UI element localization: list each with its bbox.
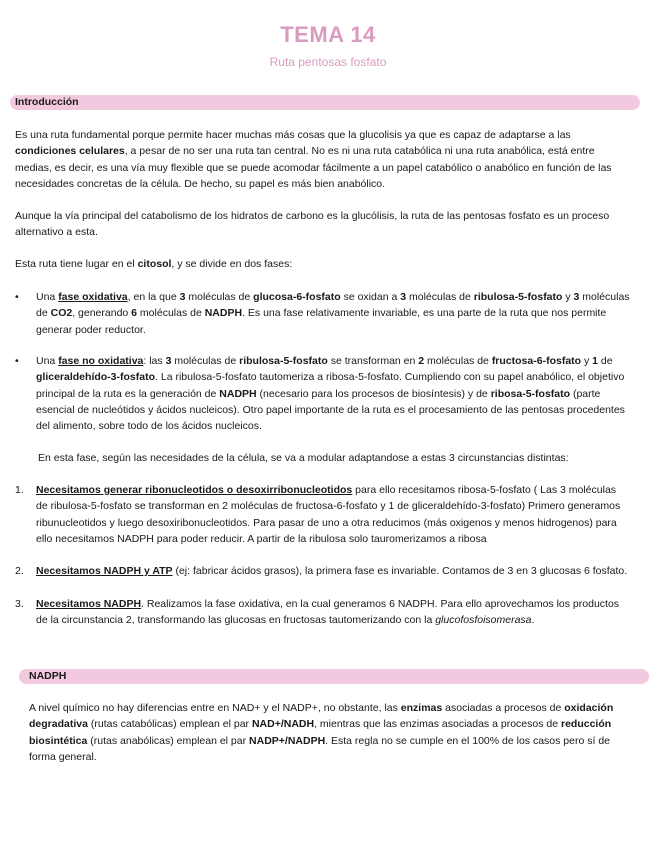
bold-term: glucosa-6-fosfato xyxy=(253,291,341,303)
bold-term: NADP+/NADPH xyxy=(249,734,326,747)
text-run: (rutas catabólicas) emplean el par xyxy=(87,718,252,731)
underlined-term: Necesitamos NADPH y ATP xyxy=(36,565,173,577)
text-run: asociadas a procesos de xyxy=(442,702,565,714)
text-run: Esta ruta tiene lugar en el xyxy=(15,258,138,270)
bold-term: 3 xyxy=(573,291,580,303)
bold-term: NADPH xyxy=(219,387,257,400)
section-band-introduccion xyxy=(10,95,640,110)
text-run: moléculas de xyxy=(424,355,492,367)
bullet-marker: • xyxy=(15,355,19,367)
list-number: 3. xyxy=(15,598,24,610)
text-run: y xyxy=(581,355,593,367)
text-run: , a pesar de no ser una ruta tan central. No es ni una ruta catabólica ni una ruta anabólica, está entre medias, es decir, es una vía muy flexible que se puede acomodar fácilmente a un papel catabólico o anabólico en función de las necesidades concretas de la célula. De hecho, su papel es más bien anabólico. xyxy=(15,145,612,190)
text-run: Una xyxy=(36,355,59,367)
text-run: (necesario para los procesos de biosíntesis) y de xyxy=(256,387,491,400)
intro-paragraph-1 xyxy=(15,127,630,192)
text-run: (ej: fabricar ácidos grasos), la primera fase es invariable. Contamos de 3 en 3 glucosas 6 fosfato. xyxy=(172,565,628,577)
text-run: se transforman en xyxy=(327,355,419,367)
text-run: , y se divide en dos fases: xyxy=(171,258,293,270)
text-run: (parte esencial de nucleótidos y ácidos nucleicos). Otro papel importante de la ruta es el procesamiento de las pentosas procedentes del alimento, sobre todo de los ácidos nucleicos. xyxy=(36,387,625,433)
text-run: , en la que xyxy=(127,291,180,303)
text-run: . Es una fase relativamente invariable, es una parte de la ruta que nos permite generar poder reductor. xyxy=(36,307,607,336)
text-run: y xyxy=(562,291,574,303)
underlined-term: fase oxidativa xyxy=(58,291,128,303)
italic-term: glucofosfoisomerasa xyxy=(435,614,532,627)
bold-term: oxidación degradativa xyxy=(29,702,614,731)
list-number: 1. xyxy=(15,484,24,496)
list-item-1 xyxy=(36,482,628,547)
text-run: . Esta regla no se cumple en el 100% de los casos pero sí de forma general. xyxy=(29,734,611,763)
text-run: (rutas anabólicas) emplean el par xyxy=(87,734,250,747)
text-run: moléculas de xyxy=(185,291,254,303)
section-heading-nadph: NADPH xyxy=(29,670,67,682)
text-run: . xyxy=(531,614,535,627)
bold-term: reducción biosintética xyxy=(29,718,612,747)
text-run: moléculas de xyxy=(137,307,205,320)
page-subtitle: Ruta pentosas fosfato xyxy=(269,55,387,69)
bold-term: fructosa-6-fosfato xyxy=(491,355,582,367)
section-heading-introduccion: Introducción xyxy=(15,96,79,108)
bold-term: ribosa-5-fosfato xyxy=(490,387,571,400)
text-run: moléculas de xyxy=(171,355,240,367)
section-band-nadph xyxy=(19,669,649,684)
bullet-fase-no-oxidativa xyxy=(36,353,632,434)
underlined-term: fase no oxidativa xyxy=(58,355,144,367)
text-run: , generando xyxy=(72,307,132,320)
text-run: Una xyxy=(36,291,59,303)
bold-term: ribulosa-5-fosfato xyxy=(239,355,328,367)
bold-term: NAD+/NADH xyxy=(251,718,315,731)
bold-term: 3 xyxy=(400,291,407,303)
bold-term: gliceraldehído-3-fosfato xyxy=(36,371,156,384)
underlined-term: Necesitamos generar ribonucleotidos o desoxirribonucleotidos xyxy=(36,484,353,496)
text-run: de xyxy=(598,355,613,367)
text-run: , mientras que las enzimas asociadas a procesos de xyxy=(314,718,561,731)
bold-term: 3 xyxy=(165,355,172,367)
bold-term: enzimas xyxy=(400,702,443,714)
page-title: TEMA 14 xyxy=(280,22,376,47)
underlined-term: Necesitamos NADPH xyxy=(36,598,142,610)
list-number: 2. xyxy=(15,565,24,577)
intro-paragraph-3 xyxy=(15,256,630,272)
bold-term: 2 xyxy=(418,355,425,367)
bold-term: citosol xyxy=(137,258,172,270)
list-item-3 xyxy=(36,596,628,629)
text-run: para ello recesitamos ribosa-5-fosfato ( Las 3 moléculas de ribulosa-5-fosfato se transforman en 2 moléculas de fructosa-6-fosfato y 1 de gliceraldehído-3-fosfato) Primero generamos ribunucleotidos y luego desoxiribonucleotidos. Para pasar de uno a otra reducimos (más oxigenos y menos hidrogenos) para ello necesitamos NADPH para poder reducir. A partir de la ribulosa solo tauromerizamos a ribosa xyxy=(36,484,621,545)
bullet-marker: • xyxy=(15,291,19,303)
bold-term: 1 xyxy=(592,355,599,367)
text-run: Es una ruta fundamental porque permite hacer muchas más cosas que la glucolisis ya que es capaz de adaptarse a las xyxy=(15,129,571,141)
text-run: moléculas de xyxy=(36,291,630,320)
bold-term: 3 xyxy=(179,291,186,303)
bold-term: 6 xyxy=(131,307,138,320)
intro-paragraph-2: Aunque la vía principal del catabolismo de los hidratos de carbono es la glucólisis, la ruta de las pentosas fosfato es un proceso alternativo a esta. xyxy=(15,210,610,239)
text-run: moléculas de xyxy=(406,291,474,303)
text-run: A nivel químico no hay diferencias entre en NAD+ y el NADP+, no obstante, las xyxy=(29,702,401,714)
list-item-2 xyxy=(36,563,628,579)
text-run: se oxidan a xyxy=(340,291,401,303)
text-run: . La ribulosa-5-fosfato tautomeriza a ribosa-5-fosfato. Cumpliendo con su papel anabólico, el objetivo principal de la ruta es la generación de xyxy=(36,371,625,400)
text-run: : las xyxy=(143,355,166,367)
intro-paragraph-4: En esta fase, según las necesidades de la célula, se va a modular adaptandose a estas 3 circunstancias distintas: xyxy=(38,452,569,464)
bold-term: NADPH xyxy=(204,307,243,320)
bold-term: CO2 xyxy=(50,307,73,320)
bullet-fase-oxidativa xyxy=(36,289,632,338)
bold-term: condiciones celulares xyxy=(15,145,125,158)
bold-term: ribulosa-5-fosfato xyxy=(473,291,563,303)
text-run: . Realizamos la fase oxidativa, en la cual generamos 6 NADPH. Para ello aprovechamos los productos de la circunstancia 2, transformando las glucosas en fructosas tautomerizando con la xyxy=(36,598,620,627)
nadph-paragraph xyxy=(29,700,629,765)
